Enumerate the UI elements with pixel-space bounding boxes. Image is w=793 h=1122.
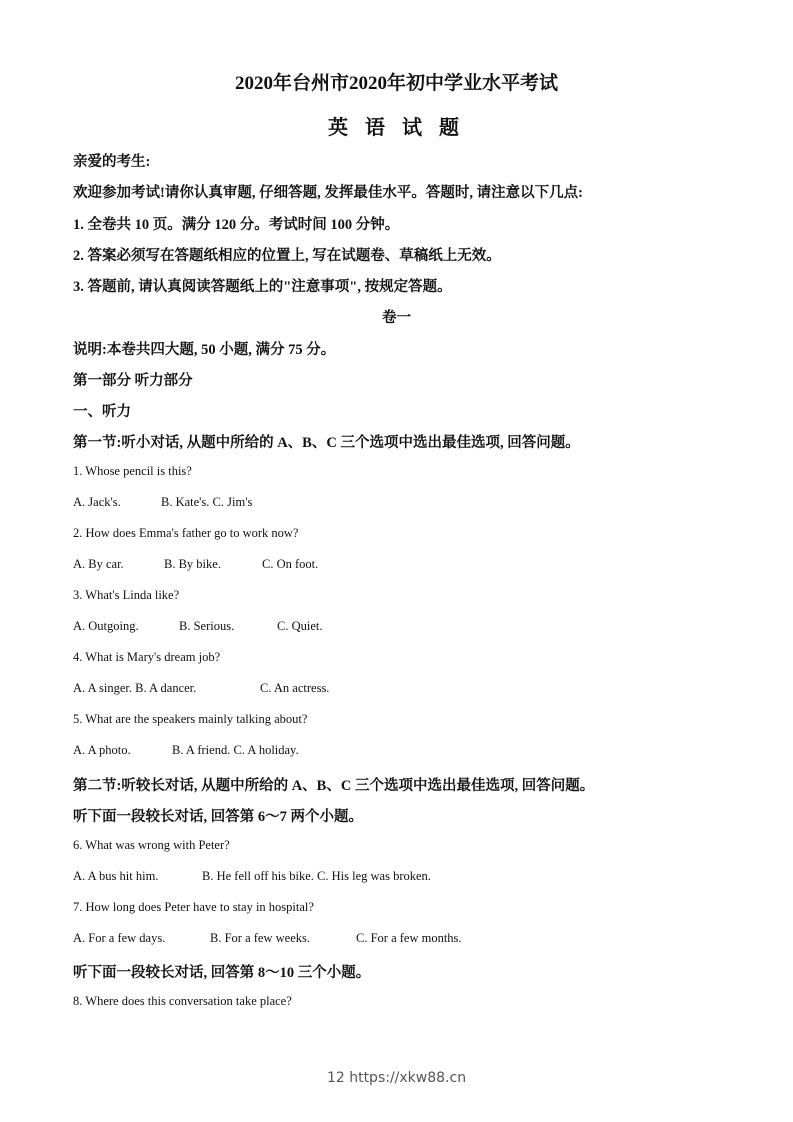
question-1: 1. Whose pencil is this? bbox=[73, 464, 192, 478]
question-2-options bbox=[73, 557, 773, 572]
volume-explanation: 说明:本卷共四大题, 50 小题, 满分 75 分。 bbox=[73, 342, 336, 358]
note-1: 1. 全卷共 10 页。满分 120 分。考试时间 100 分钟。 bbox=[73, 217, 400, 233]
greeting: 亲爱的考生: bbox=[73, 154, 151, 170]
question-8: 8. Where does this conversation take place? bbox=[73, 994, 292, 1008]
question-5: 5. What are the speakers mainly talking about? bbox=[73, 712, 308, 726]
part-heading: 第一部分 听力部分 bbox=[73, 373, 193, 389]
welcome-text: 欢迎参加考试!请你认真审题, 仔细答题, 发挥最佳水平。答题时, 请注意以下几点: bbox=[73, 185, 583, 201]
section-heading: 一、听力 bbox=[73, 404, 131, 420]
exam-subject-title: 英 语 试 题 bbox=[328, 117, 465, 139]
question-4: 4. What is Mary's dream job? bbox=[73, 650, 221, 664]
subsection-1-heading: 第一节:听小对话, 从题中所给的 A、B、C 三个选项中选出最佳选项, 回答问题。 bbox=[73, 435, 580, 451]
note-3: 3. 答题前, 请认真阅读答题纸上的"注意事项", 按规定答题。 bbox=[73, 279, 452, 295]
question-7: 7. How long does Peter have to stay in hospital? bbox=[73, 900, 314, 914]
note-2: 2. 答案必须写在答题纸相应的位置上, 写在试题卷、草稿纸上无效。 bbox=[73, 248, 501, 264]
option: A. A photo. bbox=[73, 743, 131, 757]
option: A. For a few days. bbox=[73, 931, 166, 945]
option: C. On foot. bbox=[262, 557, 319, 571]
question-7-options bbox=[73, 931, 773, 946]
option: B. Kate's. C. Jim's bbox=[161, 495, 253, 509]
option: B. A friend. C. A holiday. bbox=[172, 743, 299, 757]
option: B. He fell off his bike. C. His leg was broken. bbox=[202, 869, 431, 883]
question-6: 6. What was wrong with Peter? bbox=[73, 838, 230, 852]
dialogue-instruction-2: 听下面一段较长对话, 回答第 8～10 三个小题。 bbox=[73, 965, 371, 981]
question-3-options bbox=[73, 619, 773, 634]
option: C. An actress. bbox=[260, 681, 330, 695]
exam-title: 2020年台州市2020年初中学业水平考试 bbox=[234, 73, 558, 94]
question-1-options bbox=[73, 495, 773, 510]
volume-heading: 卷一 bbox=[382, 310, 411, 326]
question-3: 3. What's Linda like? bbox=[73, 588, 180, 602]
option: B. By bike. bbox=[164, 557, 221, 571]
question-6-options bbox=[73, 869, 773, 884]
option: B. For a few weeks. bbox=[210, 931, 310, 945]
option: A. By car. bbox=[73, 557, 124, 571]
question-5-options bbox=[73, 743, 773, 758]
option: A. A bus hit him. bbox=[73, 869, 159, 883]
option: A. Jack's. bbox=[73, 495, 121, 509]
option: B. Serious. bbox=[179, 619, 235, 633]
subsection-2-heading: 第二节:听较长对话, 从题中所给的 A、B、C 三个选项中选出最佳选项, 回答问题。 bbox=[73, 778, 595, 794]
option: A. A singer. B. A dancer. bbox=[73, 681, 197, 695]
page-footer: 12 https://xkw88.cn bbox=[326, 1070, 467, 1086]
question-4-options bbox=[73, 681, 773, 696]
question-2: 2. How does Emma's father go to work now? bbox=[73, 526, 299, 540]
option: C. Quiet. bbox=[277, 619, 323, 633]
option: A. Outgoing. bbox=[73, 619, 139, 633]
dialogue-instruction-1: 听下面一段较长对话, 回答第 6～7 两个小题。 bbox=[73, 809, 363, 825]
option: C. For a few months. bbox=[356, 931, 462, 945]
